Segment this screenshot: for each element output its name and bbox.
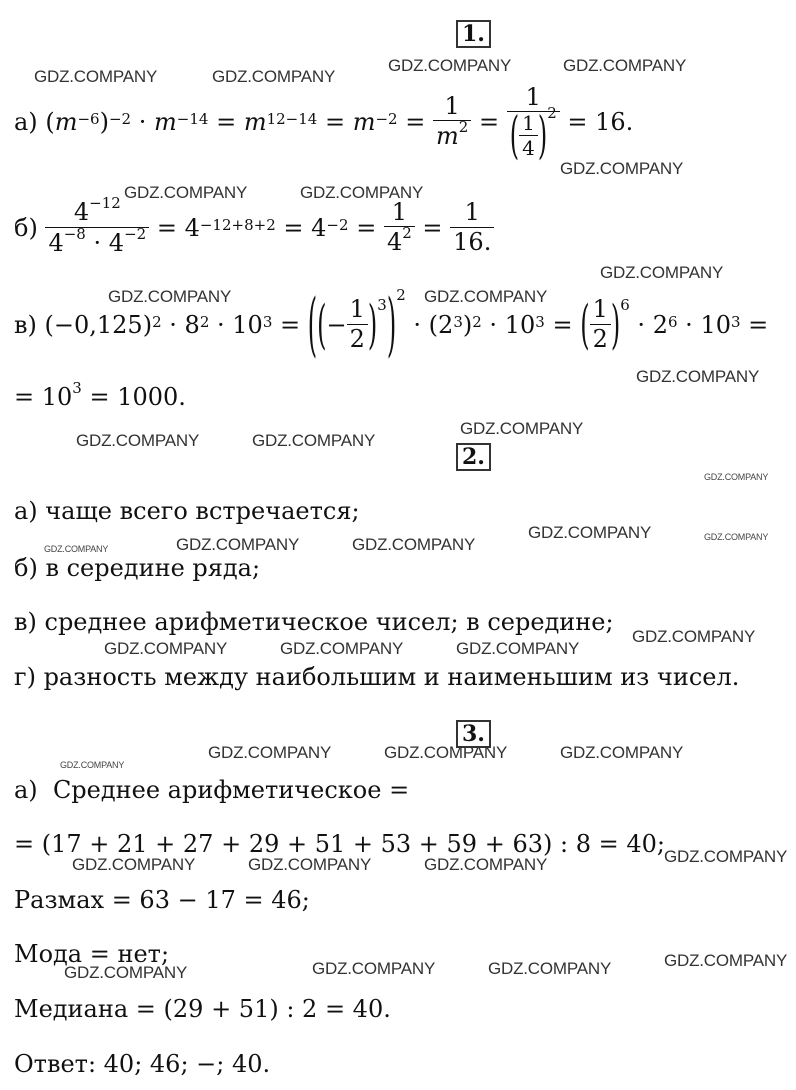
watermark: GDZ.COMPANY — [704, 472, 769, 482]
task2-b: б) в середине ряда; — [14, 554, 261, 582]
var-m: m — [243, 108, 267, 136]
denominator — [384, 224, 415, 257]
task1-v-continuation — [14, 379, 186, 411]
watermark: GDZ.COMPANY — [388, 56, 512, 75]
task-number-3: 3. — [456, 720, 491, 748]
watermark: GDZ.COMPANY — [72, 855, 196, 874]
exp: 2 — [152, 313, 162, 331]
denominator — [45, 224, 149, 258]
equals: = — [283, 214, 304, 242]
exp: −2 — [326, 216, 349, 234]
text: Среднее арифметическое = — [52, 776, 410, 804]
denominator: 16. — [453, 227, 492, 256]
op: · — [685, 311, 693, 339]
exp: 3 — [72, 379, 82, 397]
equals: = — [324, 108, 346, 136]
base: 4 — [184, 214, 200, 242]
exp: 3 — [453, 313, 463, 331]
watermark: GDZ.COMPANY — [636, 367, 760, 386]
watermark: GDZ.COMPANY — [64, 963, 188, 982]
equals: = — [422, 214, 443, 242]
denominator: 4 — [522, 136, 535, 161]
fraction — [590, 296, 611, 353]
label: б) — [14, 214, 38, 242]
watermark: GDZ.COMPANY — [563, 56, 687, 75]
watermark: GDZ.COMPANY — [312, 959, 436, 978]
exp: −6 — [77, 110, 100, 128]
exp: 6 — [620, 296, 630, 314]
exp: 2 — [458, 118, 469, 137]
exp: 2 — [547, 103, 557, 122]
task2-a: а) чаще всего встречается; — [14, 497, 360, 525]
watermark: GDZ.COMPANY — [560, 743, 684, 762]
watermark: GDZ.COMPANY — [528, 523, 652, 542]
watermark: GDZ.COMPANY — [108, 287, 232, 306]
exp: −2 — [124, 224, 147, 243]
task1-v: в) (−0,125) $^2$ · 8 $^2$ · 10 $^3$ = ( ( − $\frac{1}{2}$ ) $^3$ ) $^2$ · (2 $^3$ ) $^2$ · 10 $^3$ = ( $\frac{1}{2}$ ) $^6$ · 2 $^6$ · 10 $^3$ = — [14, 284, 769, 366]
numerator: 1 — [384, 199, 415, 228]
task-number-1: 1. — [456, 20, 491, 48]
fraction — [384, 199, 415, 257]
watermark: GDZ.COMPANY — [560, 159, 684, 178]
task3-answer: Ответ: 40; 46; −; 40. — [14, 1050, 271, 1078]
exp: −12 — [89, 194, 121, 213]
equals: = — [356, 214, 377, 242]
watermark: GDZ.COMPANY — [176, 535, 300, 554]
paren: ( — [45, 108, 55, 136]
equals: = — [280, 311, 301, 339]
denominator: 2 — [592, 324, 608, 353]
exp: 6 — [667, 313, 678, 331]
exp: −2 — [108, 110, 132, 128]
var-m: m — [352, 108, 376, 136]
fraction — [347, 296, 368, 353]
watermark: GDZ.COMPANY — [212, 67, 336, 86]
exp: −2 — [375, 110, 398, 128]
exp: 3 — [377, 296, 387, 314]
fraction — [433, 93, 471, 151]
denominator: 2 — [349, 324, 365, 353]
base: 10 — [232, 311, 263, 339]
equals: = — [14, 383, 35, 411]
op: · — [637, 311, 646, 339]
var-m: m — [54, 108, 78, 136]
watermark: GDZ.COMPANY — [704, 532, 769, 542]
watermark: GDZ.COMPANY — [664, 847, 788, 866]
base: 4 — [108, 228, 125, 257]
watermark: GDZ.COMPANY — [104, 639, 228, 658]
op: · — [217, 311, 225, 339]
exp: 2 — [472, 313, 482, 331]
watermark: GDZ.COMPANY — [456, 639, 580, 658]
watermark: GDZ.COMPANY — [352, 535, 476, 554]
equals: = — [405, 108, 426, 136]
base: 4 — [48, 228, 64, 257]
task-number-2: 2. — [456, 443, 491, 471]
equals: = — [552, 311, 573, 339]
base: 2 — [652, 311, 668, 339]
task2-g: г) разность между наибольшим и наименьшим из чисел. — [14, 663, 740, 691]
task3-mode: Мода = нет; — [14, 940, 170, 968]
numerator: 1 — [590, 296, 611, 325]
label: а) — [14, 108, 38, 136]
numerator: 1 — [450, 199, 494, 228]
base: 10 — [504, 311, 536, 339]
exp: −14 — [176, 110, 209, 128]
var-m: m — [154, 108, 177, 136]
numerator: 1 — [347, 296, 368, 325]
equals: = — [748, 311, 769, 339]
op: · — [489, 311, 498, 339]
base: 10 — [700, 311, 731, 339]
watermark: GDZ.COMPANY — [384, 743, 508, 762]
watermark: GDZ.COMPANY — [664, 951, 788, 970]
fraction — [507, 82, 560, 165]
paren: ) — [462, 311, 473, 339]
exp: 3 — [262, 313, 273, 331]
base: 4 — [386, 228, 403, 257]
op: · — [93, 228, 102, 257]
watermark: GDZ.COMPANY — [460, 419, 584, 438]
watermark: GDZ.COMPANY — [44, 544, 109, 554]
watermark: GDZ.COMPANY — [76, 431, 200, 450]
op: · — [169, 311, 177, 339]
equals: = — [567, 108, 588, 136]
exp: −8 — [63, 224, 86, 243]
watermark: GDZ.COMPANY — [280, 639, 404, 658]
denominator — [433, 118, 471, 151]
op: · — [413, 311, 422, 339]
task2-v: в) среднее арифметическое чисел; в середине; — [14, 608, 614, 636]
base: 10 — [41, 383, 73, 411]
exp: 3 — [535, 313, 545, 331]
task3-median: Медиана = (29 + 51) : 2 = 40. — [14, 995, 391, 1023]
watermark: GDZ.COMPANY — [34, 67, 158, 86]
term: (−0,125) — [44, 311, 153, 339]
numerator: 1 — [507, 84, 560, 113]
term: (2 — [428, 311, 454, 339]
exp: 12−14 — [266, 110, 318, 128]
watermark: GDZ.COMPANY — [248, 855, 372, 874]
base: 8 — [184, 311, 200, 339]
base: 4 — [311, 214, 327, 242]
exp: 2 — [396, 286, 406, 304]
label: а) — [14, 776, 38, 804]
result: 16. — [595, 108, 634, 136]
paren: ) — [99, 108, 109, 136]
equals: = — [216, 108, 237, 136]
inner-fraction — [519, 112, 538, 160]
task1-a — [14, 72, 633, 172]
fraction — [45, 194, 149, 257]
watermark: GDZ.COMPANY — [124, 183, 248, 202]
exp: 3 — [730, 313, 741, 331]
task3-calc: = (17 + 21 + 27 + 29 + 51 + 53 + 59 + 63) : 8 = 40; — [14, 830, 665, 858]
exp: 2 — [402, 224, 412, 243]
task3-a — [14, 776, 409, 804]
watermark: GDZ.COMPANY — [632, 627, 756, 646]
equals: = — [156, 214, 177, 242]
exp: 2 — [199, 313, 210, 331]
numerator: 1 — [519, 112, 538, 136]
watermark: GDZ.COMPANY — [424, 855, 548, 874]
result: = 1000. — [89, 383, 186, 411]
label: в) — [14, 311, 37, 339]
watermark: GDZ.COMPANY — [300, 183, 424, 202]
equals: = — [478, 108, 500, 136]
minus: − — [326, 311, 347, 339]
fraction — [450, 199, 494, 256]
watermark: GDZ.COMPANY — [208, 743, 332, 762]
watermark: GDZ.COMPANY — [488, 959, 612, 978]
watermark: GDZ.COMPANY — [600, 263, 724, 282]
var-m: m — [436, 122, 459, 151]
exp: −12+8+2 — [199, 216, 276, 234]
watermark: GDZ.COMPANY — [252, 431, 376, 450]
op: · — [138, 108, 147, 136]
watermark: GDZ.COMPANY — [424, 287, 548, 306]
task3-range: Размах = 63 − 17 = 46; — [14, 886, 310, 914]
watermark: GDZ.COMPANY — [60, 760, 125, 770]
base: 4 — [73, 198, 90, 227]
numerator: 1 — [433, 93, 471, 122]
denominator: ( $\frac{1}{4}$ )$^2$ — [509, 103, 557, 165]
